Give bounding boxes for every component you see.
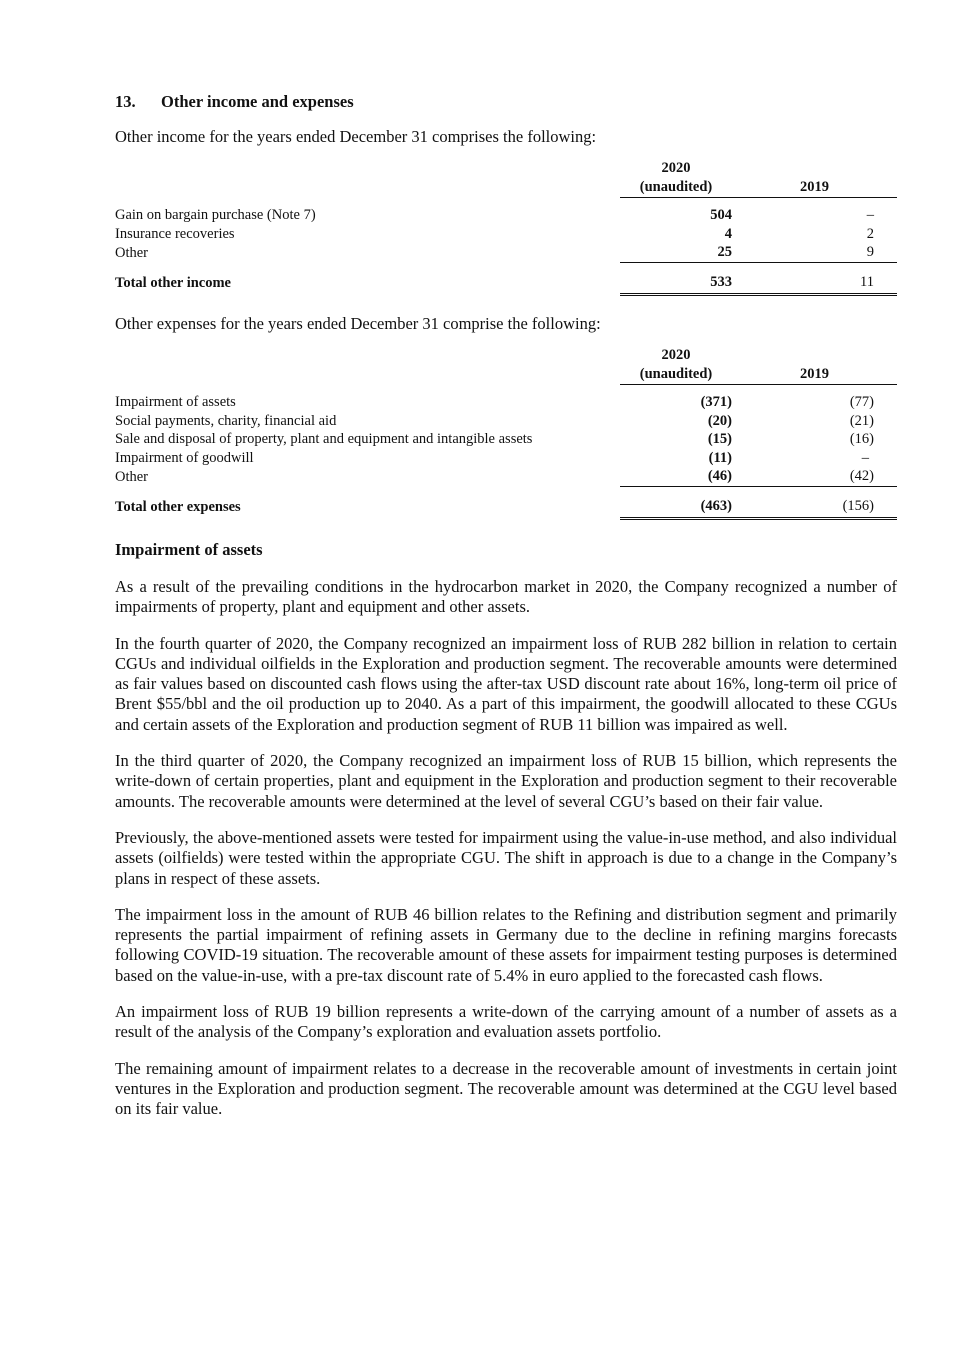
- section-number: 13.: [115, 92, 136, 111]
- row-label: Impairment of goodwill: [115, 449, 254, 466]
- value-2019: –: [866, 207, 874, 223]
- paragraph: As a result of the prevailing conditions in the hydrocarbon market in 2020, the Company recognized a number of impairments of property, plant and equipment and other assets.: [115, 577, 897, 617]
- table-row: [115, 206, 897, 225]
- value-2019: (21): [849, 412, 874, 429]
- other-income-table: [115, 159, 897, 296]
- paragraph: The remaining amount of impairment relates to a decrease in the recoverable amount of investments in certain joint ventures in the Exploration and production segment. The recoverable amount was determined at the CGU level based on its fair value.: [115, 1058, 897, 1119]
- total-label: Total other income: [115, 275, 231, 291]
- section-title: Other income and expenses: [161, 92, 354, 111]
- column-header-2019: 2019: [732, 159, 897, 198]
- document-page: [115, 92, 897, 1136]
- row-label: Insurance recoveries: [115, 225, 235, 242]
- value-2020: (11): [708, 449, 732, 466]
- value-2020: (15): [707, 431, 732, 447]
- paragraph: Previously, the above-mentioned assets were tested for impairment using the value-in-use method, and also individual assets (oilfields) were tested within the appropriate CGU. The shift in approach is due to a change in the Company’s plans in respect of these assets.: [115, 827, 897, 888]
- value-2019: (42): [732, 467, 897, 486]
- row-label: Other: [115, 468, 149, 485]
- total-2020: 533: [620, 262, 732, 295]
- table-total-row: [115, 262, 897, 295]
- paragraph: The impairment loss in the amount of RUB 46 billion relates to the Refining and distribution segment and primarily represents the partial impairment of refining assets in Germany due to the decline in refining margins forecasts following COVID-19 situation. The recoverable amount of these assets for impairment testing purposes is determined based on the value-in-use, with a pre-tax discount rate of 5.4% in euro applied to the forecasted cash flows.: [115, 904, 897, 985]
- table-row: [115, 467, 897, 486]
- table-row: [115, 412, 897, 431]
- total-2019: (156): [732, 486, 897, 519]
- row-label: Social payments, charity, financial aid: [115, 412, 337, 429]
- value-2020: (46): [620, 467, 732, 486]
- table-header-row: [115, 346, 897, 385]
- impairment-heading: Impairment of assets: [115, 540, 263, 559]
- paragraph: In the fourth quarter of 2020, the Company recognized an impairment loss of RUB 282 billion in relation to certain CGUs and individual oilfields in the Exploration and production segment. The recoverable amounts were determined as fair values based on discounted cash flows using the after-tax USD discount rate about 16%, long-term oil price of Brent $55/bbl and the oil production up to 2040. As a part of this impairment, the goodwill allocated to these CGUs and certain assets of the Exploration and production segment of RUB 11 billion was impaired as well.: [115, 633, 897, 734]
- table-row: [115, 449, 897, 468]
- expenses-table-block: [115, 346, 897, 520]
- row-label: Sale and disposal of property, plant and equipment and intangible assets: [115, 431, 533, 447]
- income-intro: Other income for the years ended December 31 comprises the following:: [115, 127, 597, 146]
- table-row: [115, 243, 897, 262]
- table-header-row: [115, 159, 897, 198]
- column-header-2020: 2020 (unaudited): [620, 159, 732, 198]
- table-row: [115, 430, 897, 449]
- expenses-intro: Other expenses for the years ended December 31 comprise the following:: [115, 314, 601, 333]
- value-2020: (371): [700, 394, 732, 410]
- row-label: Impairment of assets: [115, 394, 236, 410]
- table-total-row: [115, 486, 897, 519]
- other-expenses-table: [115, 346, 897, 520]
- section-heading: [115, 92, 897, 112]
- value-2020: (20): [707, 412, 732, 429]
- value-2019: –: [861, 449, 869, 466]
- column-header-2020: 2020 (unaudited): [620, 346, 732, 385]
- total-2020: (463): [620, 486, 732, 519]
- table-row: [115, 225, 897, 244]
- paragraph: An impairment loss of RUB 19 billion represents a write-down of the carrying amount of a number of assets as a result of the analysis of the Company’s exploration and evaluation assets portfolio.: [115, 1002, 897, 1042]
- paragraph: In the third quarter of 2020, the Company recognized an impairment loss of RUB 15 billion, which represents the write-down of certain properties, plant and equipment in the Exploration and production segment to their recoverable amounts. The recoverable amounts were determined at the level of several CGU’s based on their fair value.: [115, 751, 897, 811]
- table-row: [115, 393, 897, 412]
- row-label: Gain on bargain purchase (Note 7): [115, 207, 316, 223]
- row-label: Other: [115, 244, 149, 261]
- value-2019: 9: [732, 243, 897, 262]
- value-2020: 25: [620, 243, 732, 262]
- total-2019: 11: [732, 262, 897, 295]
- value-2020: 4: [724, 225, 732, 242]
- value-2019: (77): [849, 394, 874, 410]
- income-table-block: [115, 159, 897, 296]
- value-2020: 504: [710, 207, 732, 223]
- value-2019: 2: [866, 225, 874, 242]
- total-label: Total other expenses: [115, 499, 241, 515]
- column-header-2019: 2019: [732, 346, 897, 385]
- value-2019: (16): [849, 431, 874, 447]
